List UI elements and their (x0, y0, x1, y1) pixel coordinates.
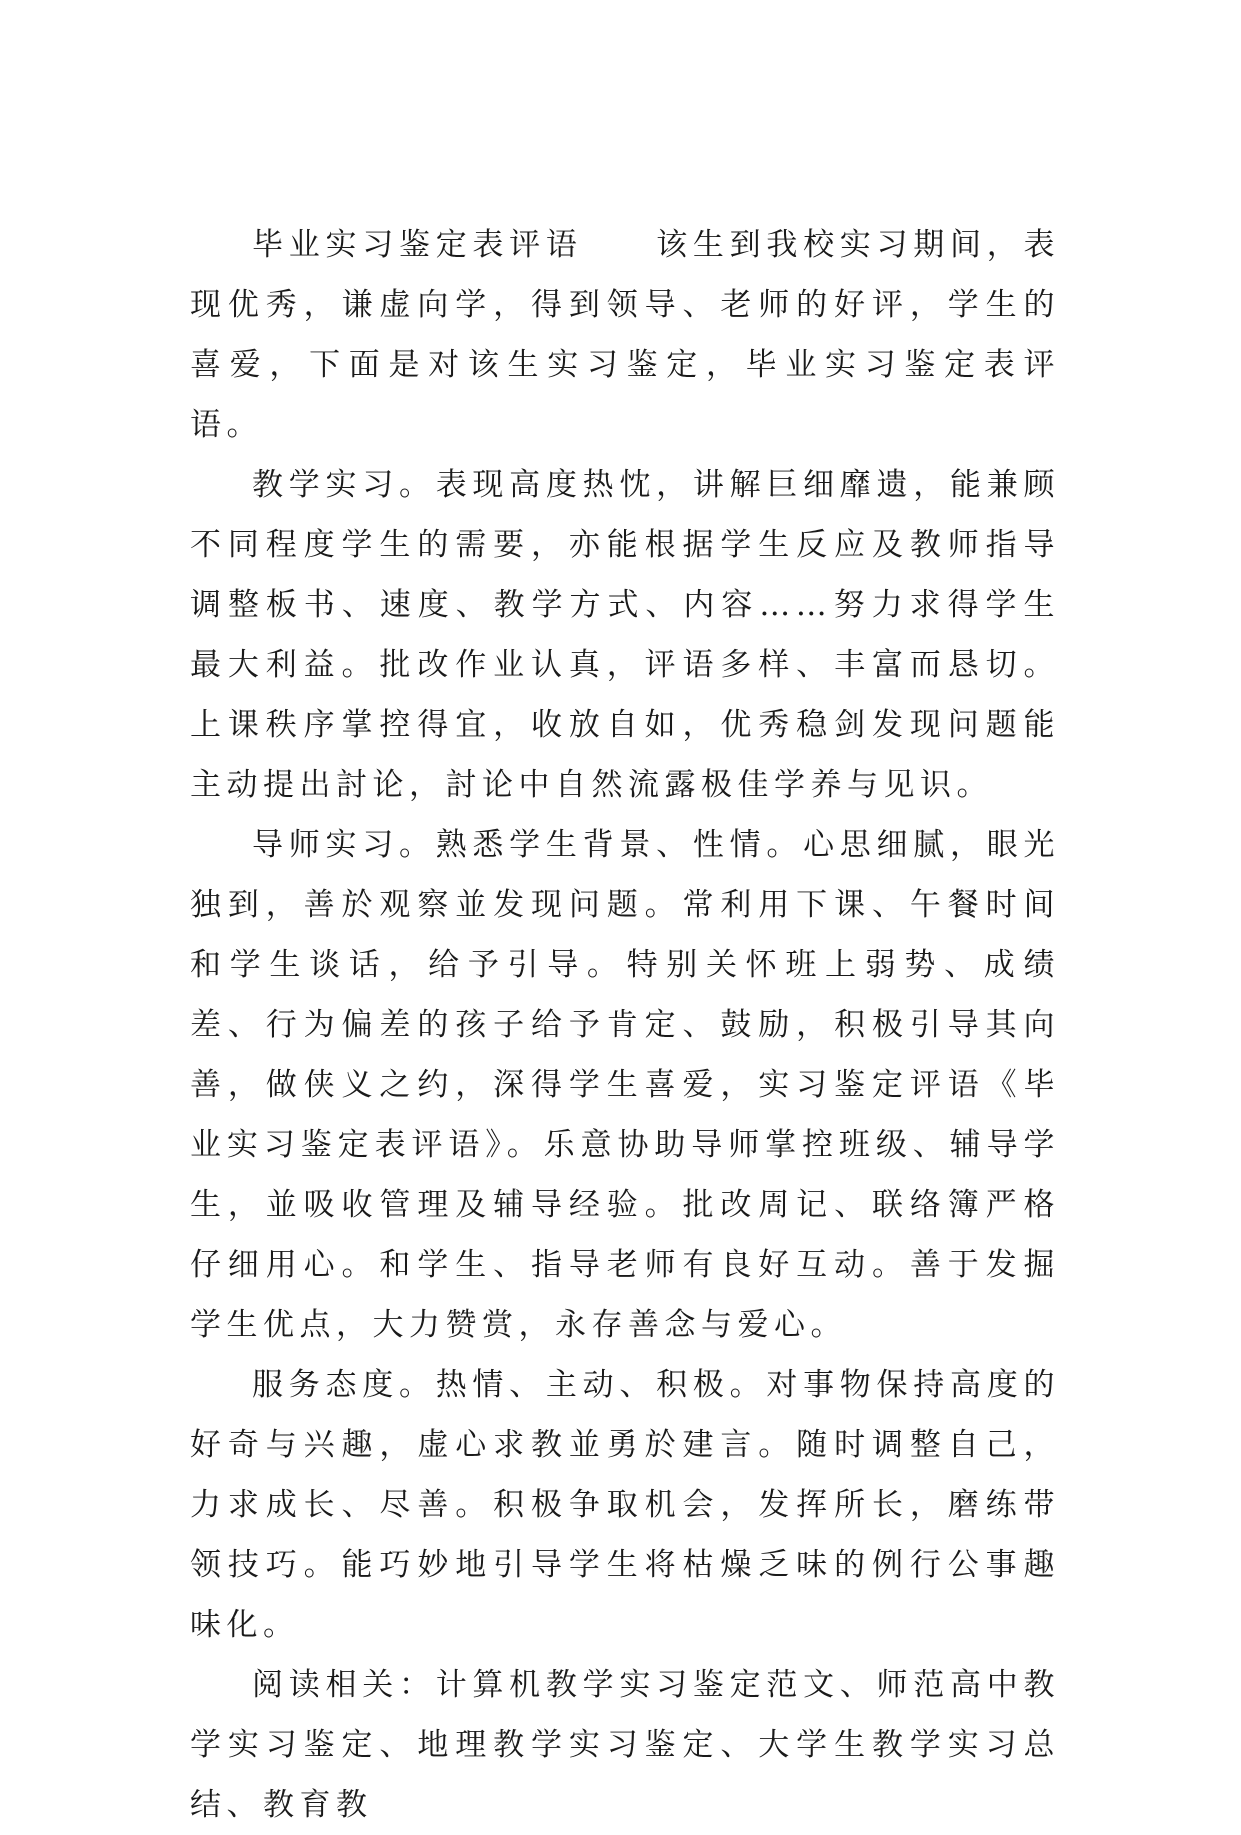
paragraph-mentor-practice: 导师实习。熟悉学生背景、性情。心思细腻，眼光独到，善於观察並发现问题。常利用下课、午餐时间和学生谈话，给予引导。特别关怀班上弱势、成绩差、行为偏差的孩子给予肯定、鼓励，积极引导其向善，做侠义之约，深得学生喜爱，实习鉴定评语《毕业实习鉴定表评语》。乐意协助导师掌控班级、辅导学生，並吸收管理及辅导经验。批改周记、联络簿严格仔细用心。和学生、指导老师有良好互动。善于发掘学生优点，大力赞赏，永存善念与爱心。 (190, 827, 1060, 1343)
paragraph-teaching-practice: 教学实习。表现高度热忱，讲解巨细靡遗，能兼顾不同程度学生的需要，亦能根据学生反应及教师指导调整板书、速度、教学方式、内容……努力求得学生最大利益。批改作业认真，评语多样、丰富而恳切。上课秩序掌控得宜，收放自如，优秀稳剑发现问题能主动提出討论，討论中自然流露极佳学养与见识。 (190, 467, 1060, 803)
paragraph-service-attitude: 服务态度。热情、主动、积极。对事物保持高度的好奇与兴趣，虚心求教並勇於建言。随时调整自己，力求成长、尽善。积极争取机会，发挥所长，磨练带领技巧。能巧妙地引导学生将枯燥乏味的例行公事趣味化。 (190, 1367, 1060, 1643)
paragraph-related-reading: 阅读相关：计算机教学实习鉴定范文、师范高中教学实习鉴定、地理教学实习鉴定、大学生教学实习总结、教育教 (190, 1667, 1060, 1823)
paragraph-intro: 毕业实习鉴定表评语 该生到我校实习期间，表现优秀，谦虚向学，得到领导、老师的好评，学生的喜爱，下面是对该生实习鉴定，毕业实习鉴定表评语。 (190, 227, 1060, 443)
document-body (190, 215, 1060, 1835)
